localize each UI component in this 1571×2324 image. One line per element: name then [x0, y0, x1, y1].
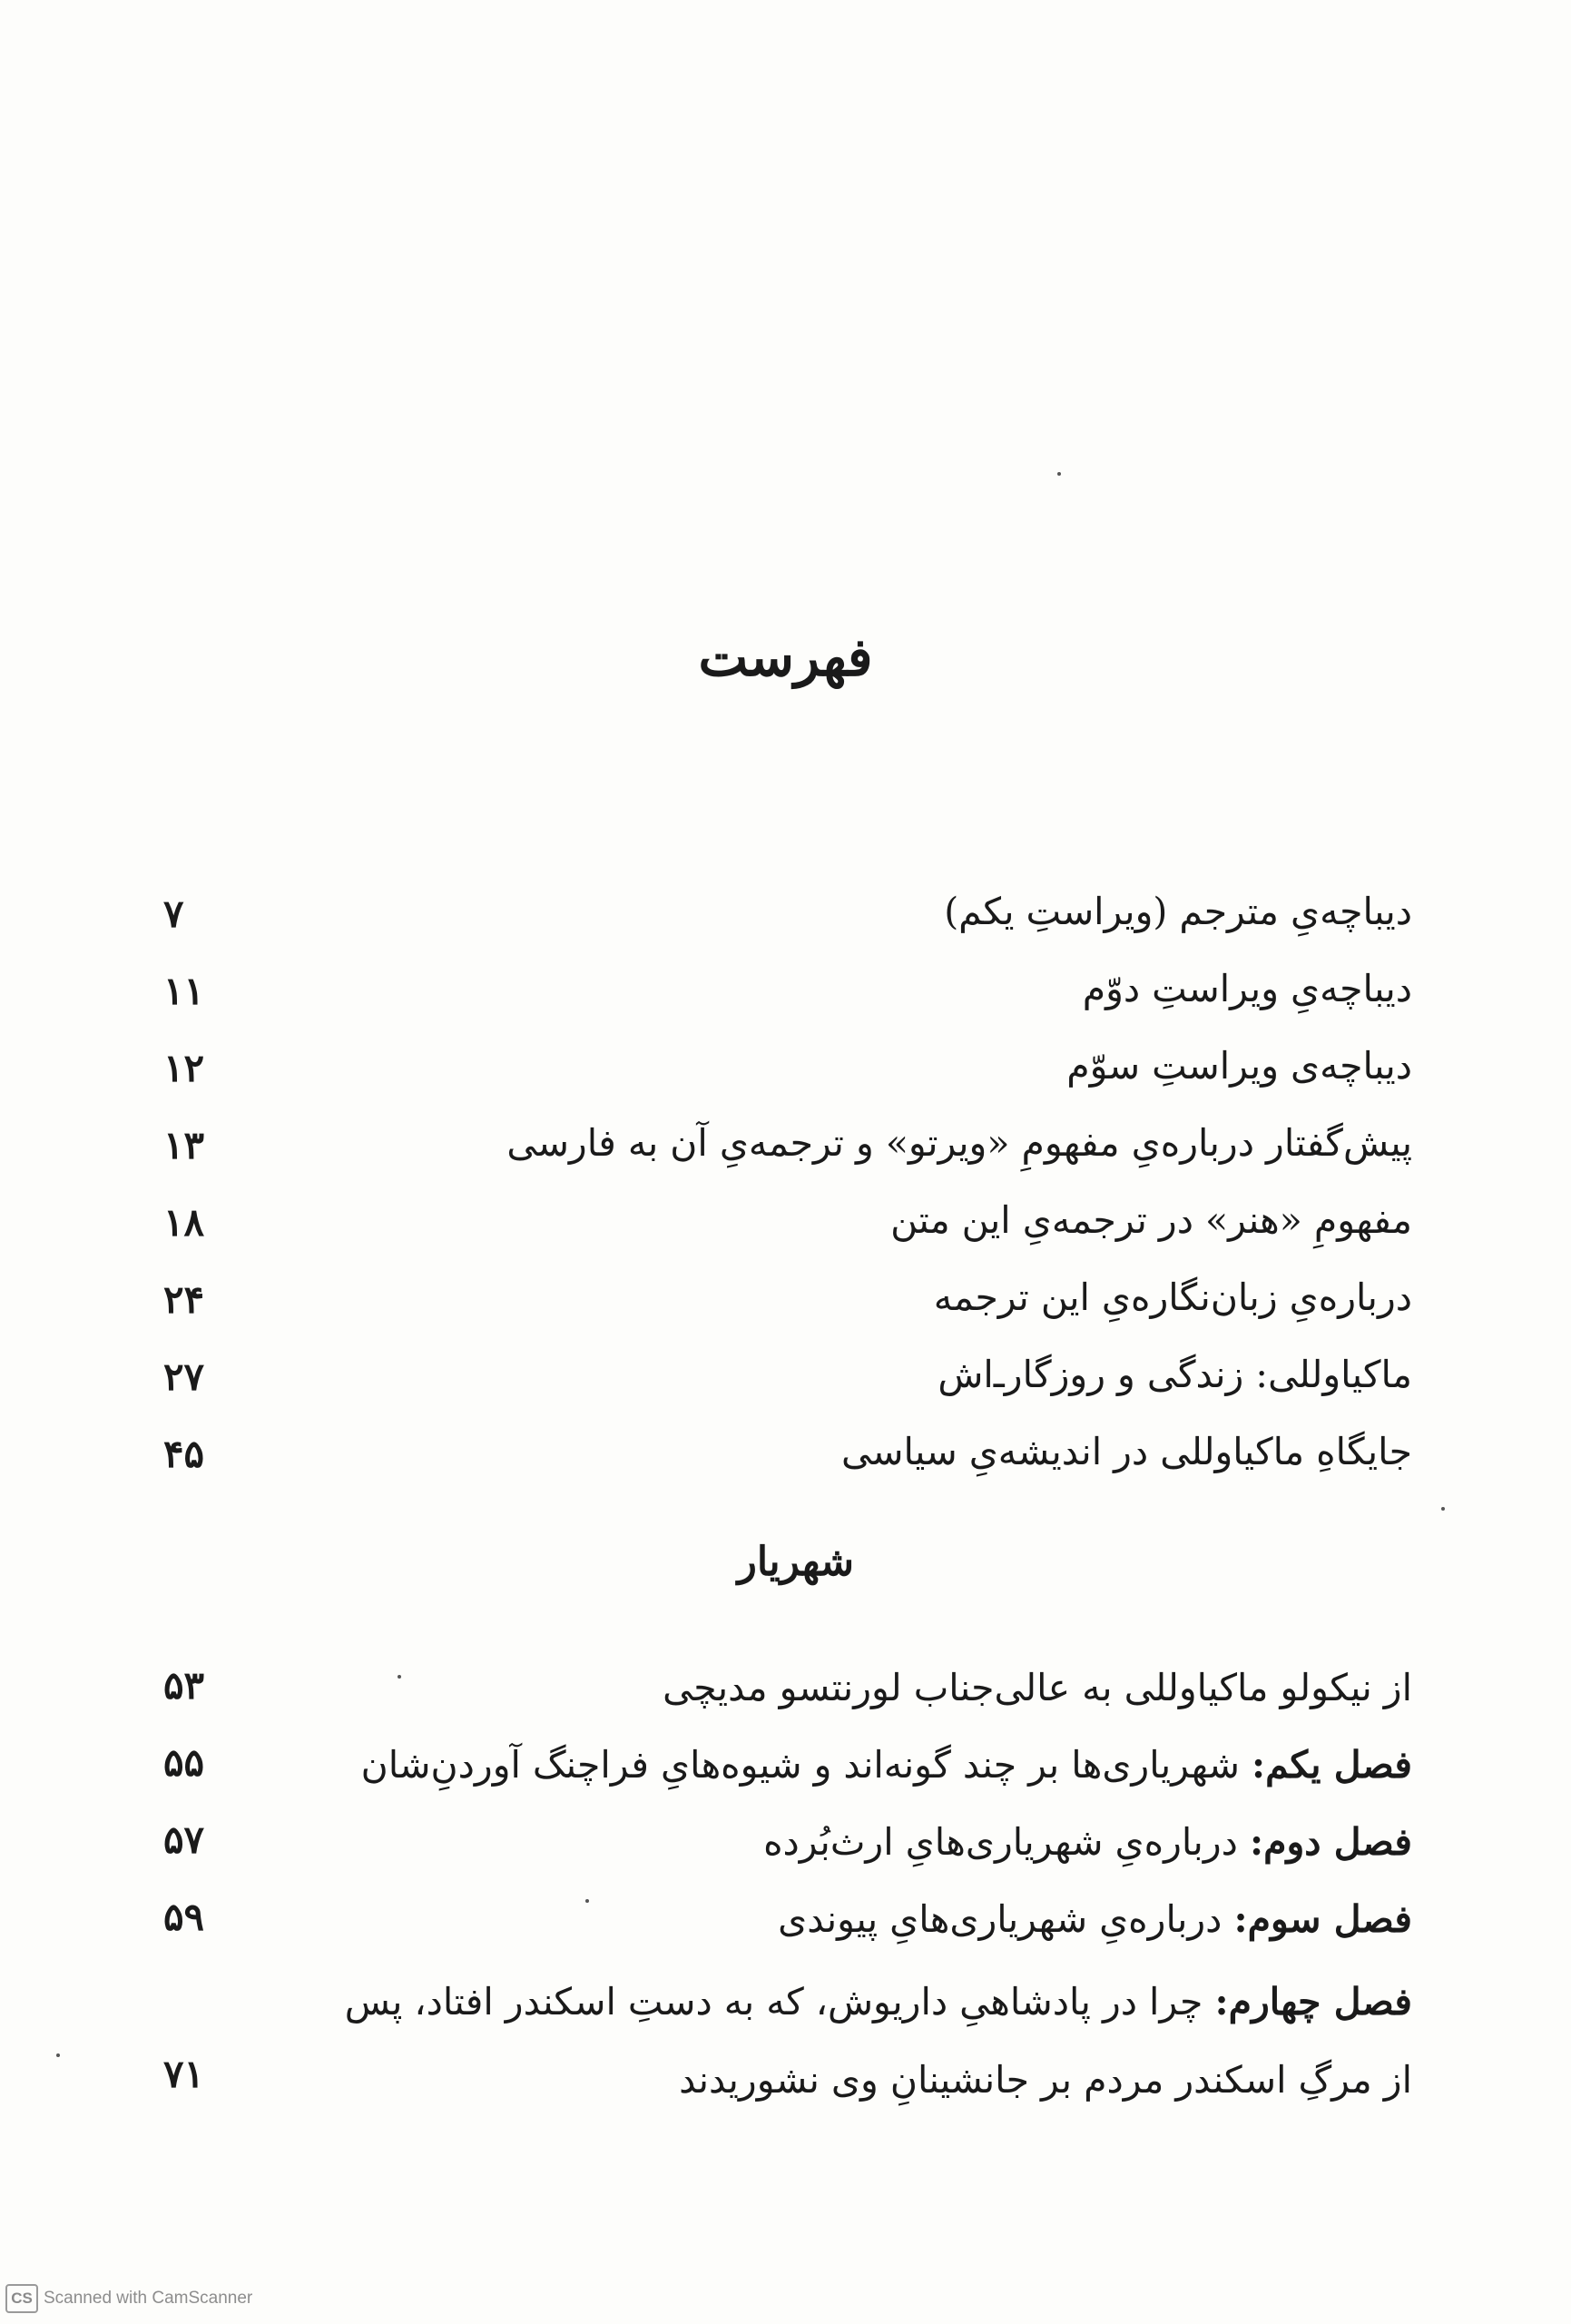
- scan-speck: [398, 1675, 401, 1679]
- chapter-prefix: فصل چهارم:: [1214, 1980, 1412, 2024]
- toc-page-number: ۷: [163, 891, 184, 936]
- toc-entry-chapter-3: [323, 1897, 1412, 1942]
- toc-page-number: ۵۹: [163, 1895, 205, 1939]
- chapter-title: چرا در پادشاهیِ داریوش، که به دستِ اسکندر افتاد، پس از مرگِ اسکندر مردم بر جانشینانِ وی نشوریدند: [344, 1980, 1412, 2102]
- chapter-title: درباره‌یِ شهریاری‌هایِ ارث‌بُرده: [763, 1820, 1250, 1864]
- toc-entry-chapter-2: [323, 1820, 1412, 1865]
- toc-entry-foreword-virtu: پیش‌گفتار درباره‌یِ مفهومِ «ویرتو» و ترجمه‌یِ آن به فارسی: [506, 1121, 1412, 1165]
- toc-entry-machiavelli-place: جایگاهِ ماکیاوللی در اندیشه‌یِ سیاسی: [840, 1430, 1412, 1473]
- camscanner-logo: CS: [5, 2284, 38, 2313]
- toc-entry-concept-art: مفهومِ «هنر» در ترجمه‌یِ این متن: [890, 1198, 1412, 1242]
- chapter-prefix: فصل دوم:: [1249, 1820, 1412, 1864]
- toc-page-number: ۷۱: [163, 2052, 205, 2096]
- scan-speck: [56, 2053, 60, 2057]
- scan-speck: [1441, 1507, 1445, 1511]
- chapter-title: شهریاری‌ها بر چند گونه‌اند و شیوه‌هایِ فراچنگ آوردنِ‌شان: [360, 1743, 1252, 1787]
- chapter-title: از نیکولو ماکیاوللی به عالی‌جناب لورنتسو مدیچی: [663, 1666, 1412, 1709]
- toc-entry-chapter-4: [323, 1963, 1412, 2119]
- toc-entry-translator-preface: دیباچه‌یِ مترجم (ویراستِ یکم): [944, 890, 1412, 933]
- scan-speck: [585, 1899, 589, 1903]
- toc-page-number: ۱۸: [163, 1200, 205, 1245]
- toc-entry-machiavelli-life: ماکیاوللی: زندگی و روزگار‌ـ‌اش: [938, 1353, 1412, 1396]
- toc-entry-third-edition-preface: دیباچه‌ی ویراستِ سوّم: [1066, 1044, 1412, 1088]
- watermark-text: Scanned with CamScanner: [44, 2289, 253, 2308]
- toc-page-number: ۴۵: [163, 1432, 205, 1476]
- toc-entry-chapter-1: [323, 1743, 1412, 1787]
- toc-page-number: ۲۷: [163, 1354, 205, 1399]
- toc-entry-dedication: [323, 1666, 1412, 1710]
- section-heading: شهریار: [737, 1539, 854, 1585]
- chapter-prefix: فصل سوم:: [1233, 1897, 1412, 1941]
- scan-speck: [1057, 472, 1061, 476]
- toc-page-number: ۱۱: [163, 969, 205, 1013]
- toc-page-number: ۱۲: [163, 1046, 205, 1090]
- toc-page-number: ۵۵: [163, 1740, 205, 1785]
- toc-entry-second-edition-preface: دیباچه‌یِ ویراستِ دوّم: [1082, 967, 1412, 1010]
- toc-page-number: ۱۳: [163, 1123, 205, 1167]
- scanner-watermark: [5, 2284, 252, 2313]
- toc-page-number: ۵۷: [163, 1817, 205, 1862]
- toc-page-number: ۵۳: [163, 1663, 205, 1708]
- chapter-prefix: فصل یکم:: [1252, 1743, 1412, 1787]
- page-title: فهرست: [698, 626, 873, 688]
- toc-entry-language: درباره‌یِ زبان‌نگاره‌یِ این ترجمه: [933, 1275, 1412, 1319]
- toc-page-number: ۲۴: [163, 1277, 205, 1322]
- chapter-title: درباره‌یِ شهریاری‌هایِ پیوندی: [778, 1897, 1234, 1941]
